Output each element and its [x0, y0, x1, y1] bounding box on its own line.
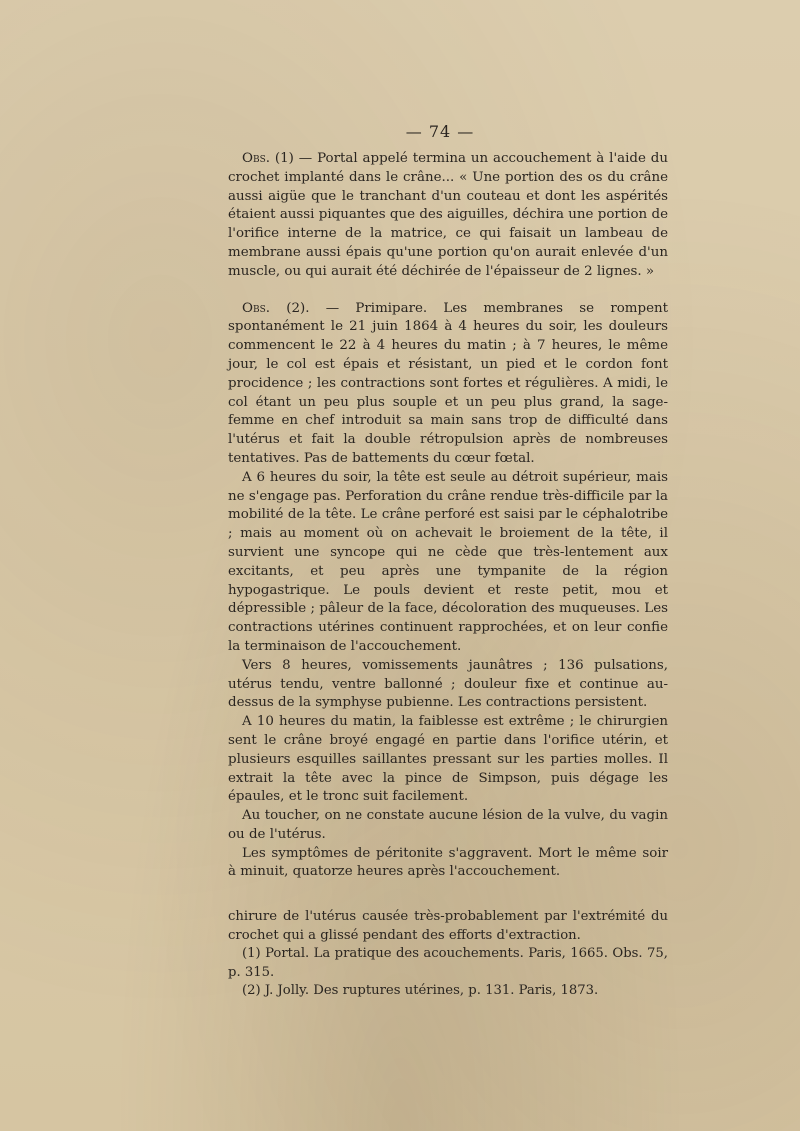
observation-2-label: Obs. (2). —: [242, 300, 340, 316]
observation-2-paragraph: Les symptômes de péritonite s'aggravent. Mort le même soir à minuit, quatorze heures après l'accouchement.: [228, 845, 668, 880]
footnote-continuation: chirure de l'utérus causée très-probablement par l'extrémité du crochet qui a glissé pendant des efforts d'extraction.: [228, 909, 668, 943]
page-body: [228, 150, 668, 1000]
observation-1: [228, 150, 668, 282]
footnote-1: (1) Portal. La pratique des acouchements. Paris, 1665. Obs. 75, p. 315.: [228, 946, 668, 980]
footnote-2: (2) J. Jolly. Des ruptures utérines, p. 131. Paris, 1873.: [242, 982, 599, 998]
observation-1-label: Obs. (1) —: [242, 151, 313, 166]
page-number: — 74 —: [405, 122, 475, 141]
spacer: [228, 282, 668, 300]
observation-2-paragraph: Au toucher, on ne constate aucune lésion de la vulve, du vagin ou de l'utérus.: [228, 808, 668, 842]
observation-2-text: Primipare. Les membranes se rompent spontanément le 21 juin 1864 à 4 heures du soir, les douleurs commencent le 22 à 4 heures du matin ; à 7 heures, le même jour, le col est épais et résistant, un pied et le cordon font procidence ; les contractions sont fortes et régulières. A midi, le col étant un peu plus souple et un peu plus grand, la sage-femme en chef introduit sa main sans trop de difficulté dans l'utérus et fait la double rétropulsion après de nombreuses tentatives. Pas de battements du cœur fœtal.: [228, 300, 668, 466]
spacer: [228, 882, 668, 908]
observation-2-paragraph: A 10 heures du matin, la faiblesse est extrême ; le chirurgien sent le crâne broyé engagé en partie dans l'orifice utérin, et plusieurs esquilles saillantes pressant sur les parties molles. Il extrait la tête avec la pince de Simpson, puis dégage les épaules, et le tronc suit facilement.: [228, 714, 668, 805]
observation-2-paragraph: Vers 8 heures, vomissements jaunâtres ; 136 pulsations, utérus tendu, ventre ballonné ; douleur fixe et continue au-dessus de la symphyse pubienne. Les contractions persistent.: [228, 657, 668, 711]
observation-2-paragraph: A 6 heures du soir, la tête est seule au détroit supérieur, mais ne s'engage pas. Perforation du crâne rendue très-difficile par la mobilité de la tête. Le crâne perforé est saisi par le céphalotribe ; mais au moment où on achevait le broiement de la tête, il survient une syncope qui ne cède que très-lentement aux excitants, et peu après une tympanite de la région hypogastrique. Le pouls devient et reste petit, mou et dépressible ; pâleur de la face, décoloration des muqueuses. Les contractions utérines continuent rapprochées, et on leur confie la terminaison de l'accouchement.: [228, 469, 668, 654]
observation-1-text: Portal appelé termina un accouchement à l'aide du crochet implanté dans le crâne... « Une portion des os du crâne aussi aigüe que le tranchant d'un couteau et dont les aspérités étaient aussi piquantes que des aiguilles, déchira une portion de l'orifice interne de la matrice, ce qui faisait un lambeau de membrane aussi épais qu'une portion qu'on aurait enlevée d'un muscle, ou qui aurait été déchirée de l'épaisseur de 2 lignes. »: [228, 151, 668, 279]
observation-2: [228, 300, 668, 469]
footnotes: [228, 908, 668, 1000]
